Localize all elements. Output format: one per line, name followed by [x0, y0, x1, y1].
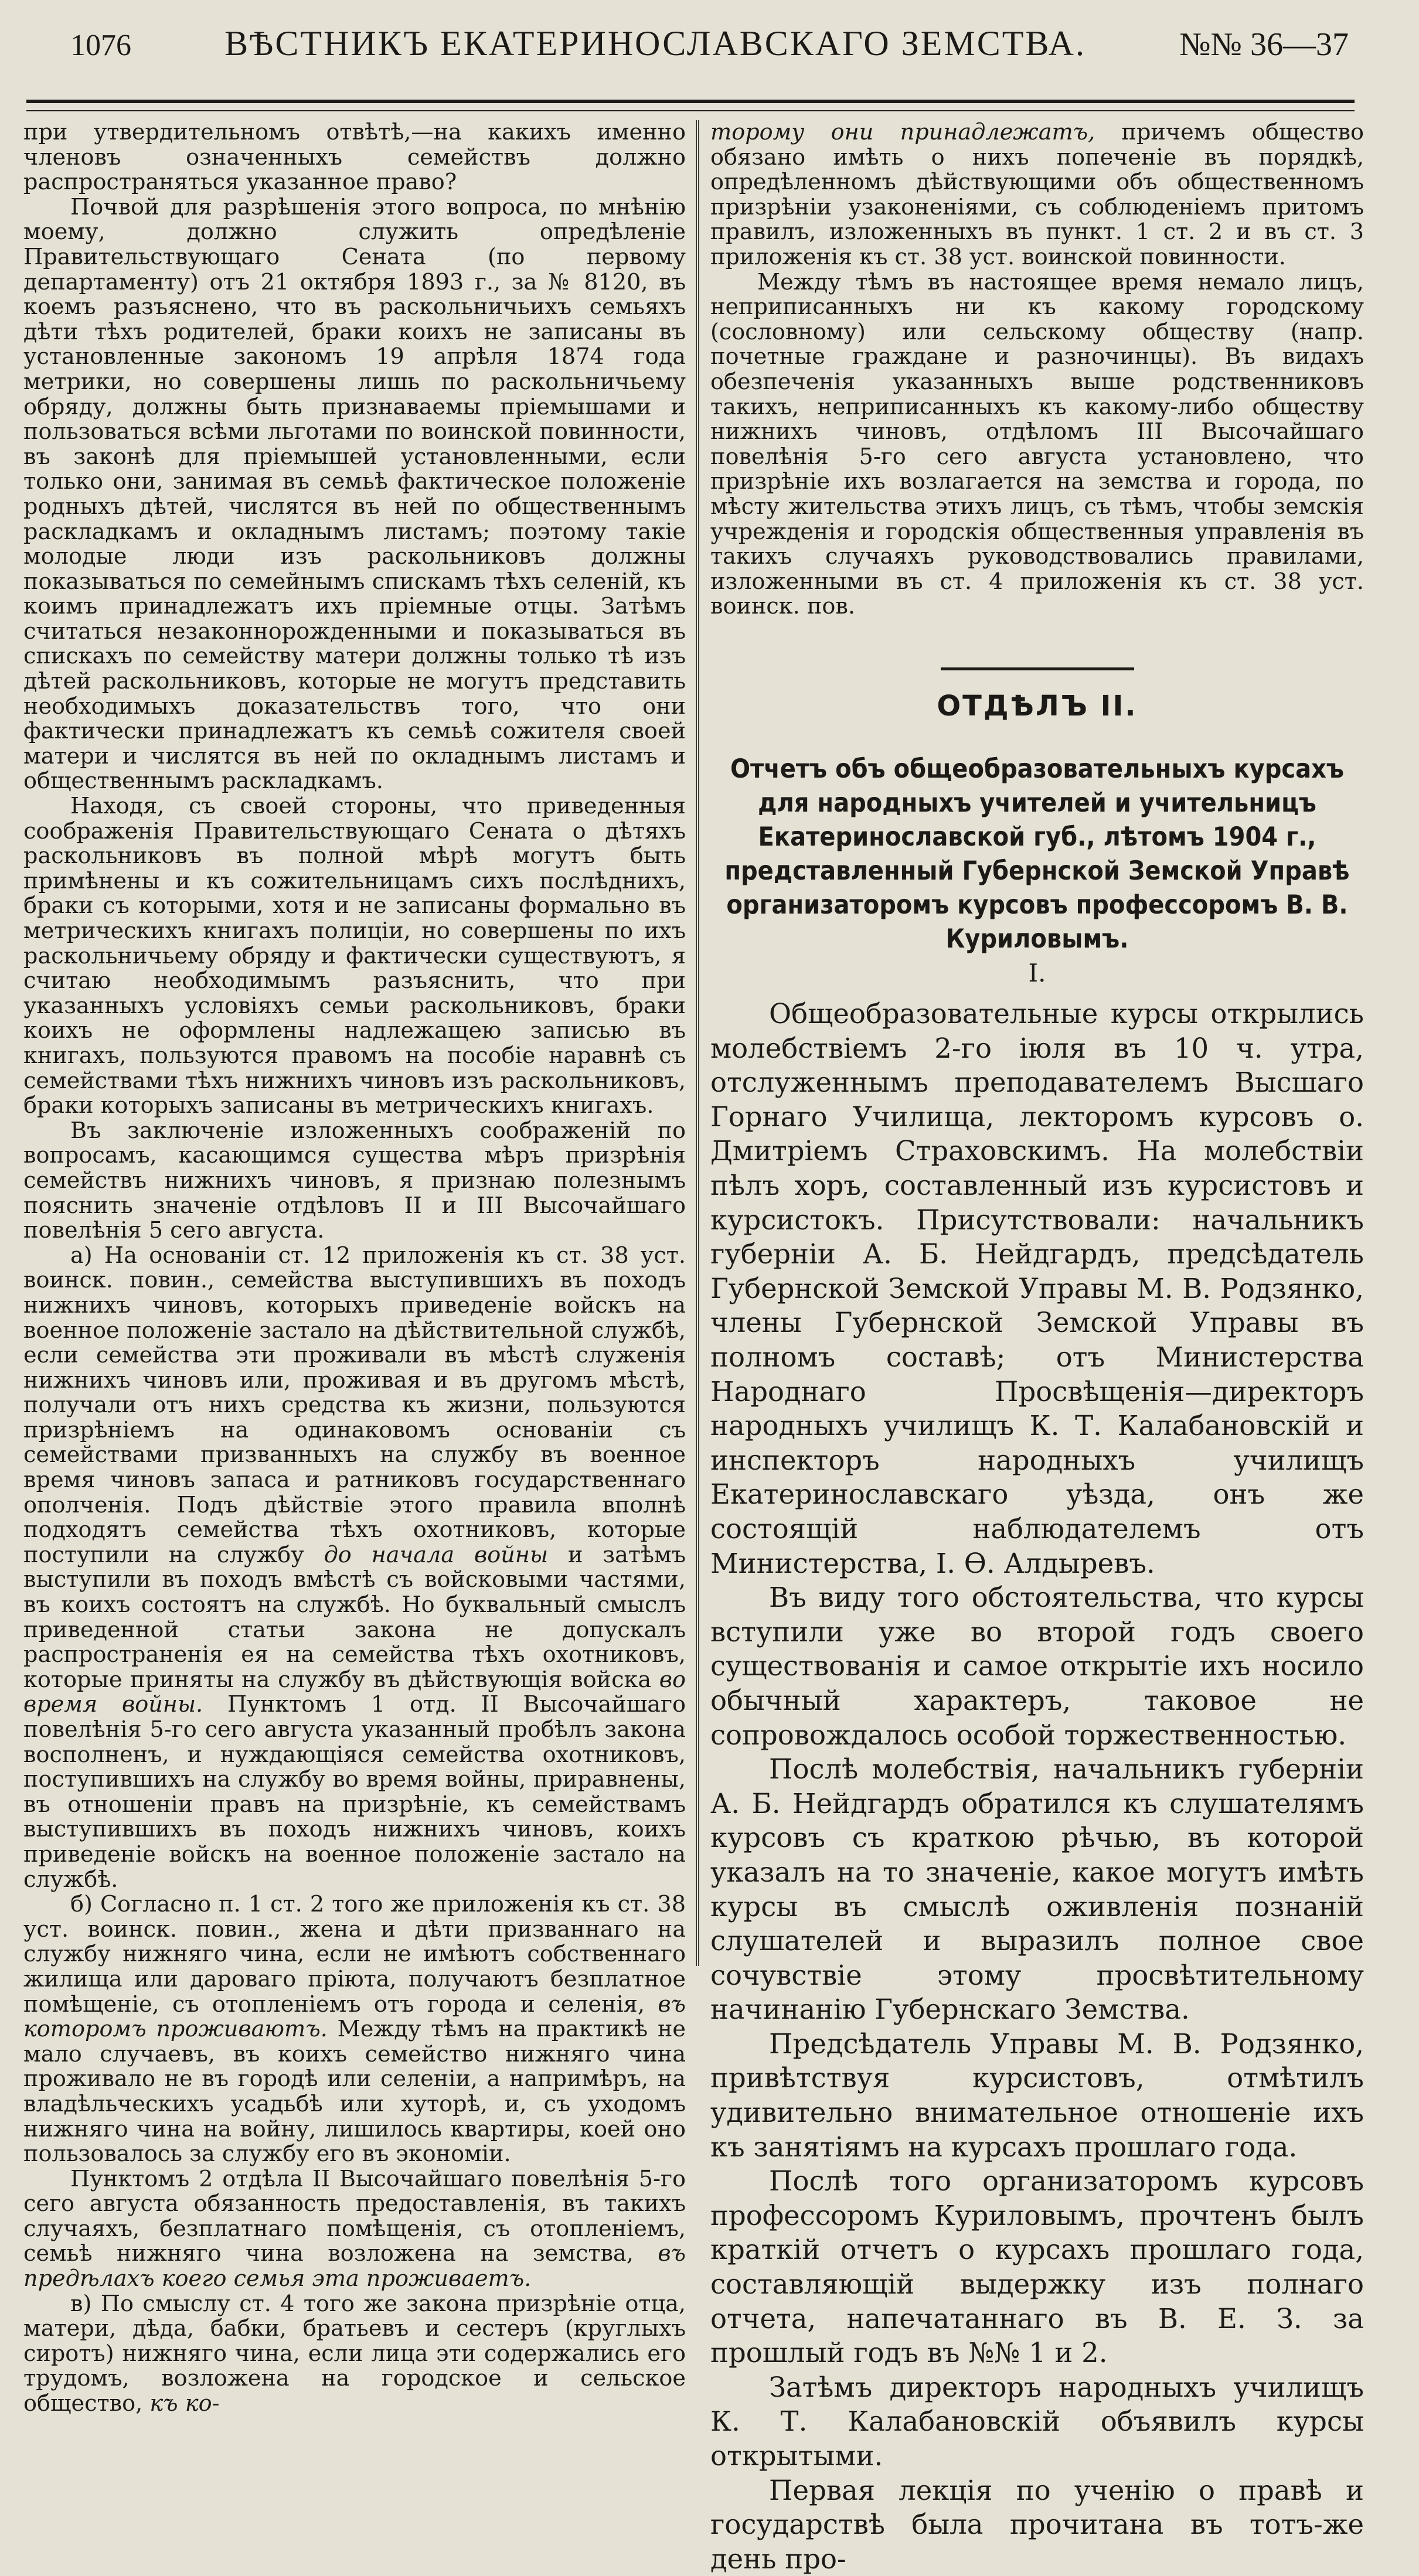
paragraph-text: б) Согласно п. 1 ст. 2 того же приложенія къ ст. 38 уст. воинск. повин., жена и дѣти призваннаго на службу нижняго чина, если не имѣютъ собственнаго жилища или дароваго пріюта, получаютъ безплатное помѣщеніе, съ отопленіемъ отъ города и селенія, [23, 1892, 686, 2018]
italic-phrase: торому они принадлежатъ, [710, 120, 1095, 145]
chapter-number: I. [1028, 959, 1046, 988]
paragraph [23, 1892, 686, 2167]
page-header [70, 23, 1349, 70]
right-column [710, 120, 1364, 2575]
paragraph-text: причемъ общество обязано имѣть о нихъ попеченіе въ порядкѣ, опредѣленномъ дѣйствующими объ общественномъ призрѣніи узаконеніями, съ соблюденіемъ притомъ правилъ, изложенныхъ въ пункт. 1 ст. 2 и въ ст. 3 приложенія къ ст. 38 уст. воинской повинности. [710, 120, 1364, 270]
paragraph [710, 120, 1364, 270]
paragraph-text: в) По смыслу ст. 4 того же закона призрѣніе отца, матери, дѣда, бабки, братьевъ и сестеръ (круглыхъ сиротъ) нижняго чина, если лица эти содержались его трудомъ, возложена на городское и сельское общество, [23, 2291, 686, 2417]
paragraph: Между тѣмъ въ настоящее время немало лицъ, неприписанныхъ ни къ какому городскому (сословному) или сельскому обществу (напр. почетные граждане и разночинцы). Въ видахъ обезпеченія указанныхъ выше родственниковъ такихъ, неприписанныхъ къ какому-либо обществу нижнихъ чиновъ, отдѣломъ III Высочайшаго повелѣнія 5-го сего августа установлено, что призрѣніе ихъ возлагается на земства и города, по мѣсту жительства этихъ лицъ, съ тѣмъ, чтобы земскія учрежденія и городскія общественныя управленія въ такихъ случаяхъ руководствовались правилами, изложенными въ ст. 4 приложенія къ ст. 38 уст. воинск. пов. [710, 269, 1364, 620]
paragraph: Находя, съ своей стороны, что приведенныя соображенія Правительствующаго Сената о дѣтяхъ раскольниковъ въ полной мѣрѣ могутъ быть примѣнены и къ сожительницамъ сихъ послѣднихъ, браки съ которыми, хотя и не записаны формально въ метрическихъ книгахъ полиціи, но совершены по ихъ раскольничьему обряду и фактически существуютъ, я считаю необходимымъ разъяснить, что при указанныхъ условіяхъ семьи раскольниковъ, браки коихъ не оформлены надлежащею записью въ книгахъ, пользуются правомъ на пособіе наравнѣ съ семействами тѣхъ нижнихъ чиновъ изъ раскольниковъ, браки которыхъ записаны въ метрическихъ книгахъ. [23, 793, 686, 1119]
italic-phrase: во время войны. [23, 1667, 686, 1718]
column-divider [696, 120, 699, 1966]
section-title: ОТДѢЛЪ II. [937, 689, 1138, 723]
paragraph: Общеобразовательные курсы открылись молебствіемъ 2-го іюля въ 10 ч. утра, отслуженнымъ преподавателемъ Высшаго Горнаго Училища, лекторомъ курсовъ о. Дмитріемъ Страховскимъ. На молебствіи пѣлъ хоръ, составленный изъ курсистовъ и курсистокъ. Присутствовали: начальникъ губерніи А. Б. Нейдгардъ, предсѣдатель Губернской Земской Управы М. В. Родзянко, члены Губернской Земской Управы въ полномъ составѣ; отъ Министерства Народнаго Просвѣщенія—директоръ народныхъ училищъ К. Т. Калабановскій и инспекторъ народныхъ училищъ Екатеринославскаго уѣзда, онъ же состоящій наблюдателемъ отъ Министерства, І. Ѳ. Алдыревъ. [710, 998, 1364, 1579]
paragraph: Затѣмъ директоръ народныхъ училищъ К. Т. Калабановскій объявилъ курсы открытыми. [710, 2371, 1364, 2472]
report-body [710, 997, 1364, 2576]
paragraph: Послѣ молебствія, начальникъ губерніи А. Б. Нейдгардъ обратился къ слушателямъ курсовъ съ краткою рѣчью, въ которой указалъ на то значеніе, какое могутъ имѣть курсы въ смыслѣ оживленія познаній слушателей и выразилъ полное свое сочувствіе этому просвѣтительному начинанію Губернскаго Земства. [710, 1753, 1364, 2026]
paragraph: Предсѣдатель Управы М. В. Родзянко, привѣтствуя курсистовъ, отмѣтилъ удивительно внимательное отношеніе ихъ къ занятіямъ на курсахъ прошлаго года. [710, 2028, 1364, 2163]
paragraph: Почвой для разрѣшенія этого вопроса, по мнѣнію моему, должно служить опредѣленіе Правительствующаго Сената (по первому департаменту) отъ 21 октября 1893 г., за № 8120, въ коемъ разъяснено, что въ раскольничьихъ семьяхъ дѣти тѣхъ родителей, браки коихъ не записаны въ установленные закономъ 19 апрѣля 1874 года метрики, но совершены лишь по раскольничьему обряду, должны быть признаваемы пріемышами и пользоваться всѣми льготами по воинской повинности, въ законѣ для пріемышей установленными, если только они, занимая въ семьѣ фактическое положеніе родныхъ дѣтей, числятся въ ней по общественнымъ раскладкамъ и окладнымъ листамъ; поэтому такіе молодые люди изъ раскольниковъ должны показываться по семейнымъ спискамъ тѣхъ селеній, къ коимъ принадлежатъ ихъ пріемные отцы. Затѣмъ считаться незаконнорожденными и показываться въ спискахъ по семейству матери должны только тѣ изъ дѣтей раскольниковъ, которые не могутъ представить необходимыхъ доказательствъ того, что они фактически принадлежатъ къ семьѣ сожителя своей матери и числятся въ ней по окладнымъ листамъ и общественнымъ раскладкамъ. [23, 194, 686, 795]
report-title: Отчетъ объ общеобразовательныхъ курсахъ для народныхъ учителей и учительницъ Екатеринославской губ., лѣтомъ 1904 г., представленный Губернской Земской Управѣ организаторомъ курсовъ профессоромъ В. В. Куриловымъ. [724, 754, 1350, 955]
paragraph-text: Между тѣмъ на практикѣ не мало случаевъ, въ коихъ семейство нижняго чина проживало не въ городѣ или селеніи, а напримѣръ, на владѣльческихъ усадьбѣ или хуторѣ, и, съ уходомъ нижняго чина на войну, лишилось квартиры, коей оно пользовалось за службу его въ экономіи. [23, 2016, 686, 2168]
section-rule [941, 667, 1134, 670]
paragraph: Первая лекція по ученію о правѣ и государствѣ была прочитана въ тотъ-же день про- [710, 2474, 1364, 2575]
page-number: 1076 [70, 29, 131, 62]
issue-number: №№ 36—37 [1179, 26, 1349, 63]
paragraph: Послѣ того организаторомъ курсовъ профессоромъ Куриловымъ, прочтенъ былъ краткій отчетъ о курсахъ прошлаго года, составляющій выдержку изъ полнаго отчета, напечатаннаго въ В. Е. З. за прошлый годъ въ №№ 1 и 2. [710, 2165, 1364, 2369]
paragraph: Въ виду того обстоятельства, что курсы вступили уже во второй годъ своего существованія и самое открытіе ихъ носило обычный характеръ, таковое не сопровождалось особой торжественностью. [710, 1582, 1364, 1751]
paragraph [23, 1243, 686, 1892]
paragraph: Въ заключеніе изложенныхъ соображеній по вопросамъ, касающимся существа мѣръ призрѣнія семействъ нижнихъ чиновъ, я признаю полезнымъ пояснить значеніе отдѣловъ II и III Высочайшаго повелѣнія 5 сего августа. [23, 1117, 686, 1244]
italic-phrase: до начала войны [324, 1542, 549, 1568]
italic-phrase: въ предѣлахъ коего семья эта проживаетъ. [23, 2241, 686, 2292]
paragraph [23, 2292, 686, 2417]
journal-title: ВѢСТНИКЪ ЕКАТЕРИНОСЛАВСКАГО ЗЕМСТВА. [224, 24, 1086, 63]
italic-phrase: къ ко- [149, 2391, 220, 2417]
paragraph-text: Пунктомъ 1 отд. II Высочайшаго повелѣнія 5-го сего августа указанный пробѣлъ закона восполненъ, и нуждающіяся семейства охотниковъ, поступившихъ на службу во время войны, приравнены, въ отношеніи правъ на призрѣніе, къ семействамъ выступившихъ въ походъ нижнихъ чиновъ, коихъ приведеніе войскъ на военное положеніе застало на службѣ. [23, 1692, 686, 1893]
italic-phrase: въ которомъ проживаютъ. [23, 1991, 686, 2043]
paragraph: при утвердительномъ отвѣтѣ,—на какихъ именно членовъ означенныхъ семействъ должно распространяться указанное право? [23, 120, 686, 196]
header-rule [26, 100, 1355, 111]
paragraph [23, 2167, 686, 2292]
paragraph-text: а) На основаніи ст. 12 приложенія къ ст. 38 уст. воинск. повин., семейства выступившихъ въ походъ нижнихъ чиновъ, которыхъ приведеніе войскъ на военное положеніе застало на дѣйствительной службѣ, если семейства эти проживали въ мѣстѣ служенія нижнихъ чиновъ или, проживая и въ другомъ мѣстѣ, получали отъ нихъ средства къ жизни, пользуются призрѣніемъ на одинаковомъ основаніи съ семействами призванныхъ на службу въ военное время чиновъ запаса и ратниковъ государственнаго ополченія. Подъ дѣйствіе этого правила вполнѣ подходятъ семейства тѣхъ охотниковъ, которые поступили на службу [23, 1242, 686, 1568]
paragraph-text: и затѣмъ выступили въ походъ вмѣстѣ съ войсковыми частями, въ коихъ состоятъ на службѣ. Но буквальный смыслъ приведенной статьи закона не допускалъ распространенія ея на семейства тѣхъ охотниковъ, которые приняты на службу въ дѣйствующія войска [23, 1542, 686, 1693]
left-column [23, 120, 686, 2417]
paragraph-text: Пунктомъ 2 отдѣла II Высочайшаго повелѣнія 5-го сего августа обязанность предоставленія, въ такихъ случаяхъ, безплатнаго помѣщенія, съ отопленіемъ, семьѣ нижняго чина возложена на земства, [23, 2166, 686, 2267]
